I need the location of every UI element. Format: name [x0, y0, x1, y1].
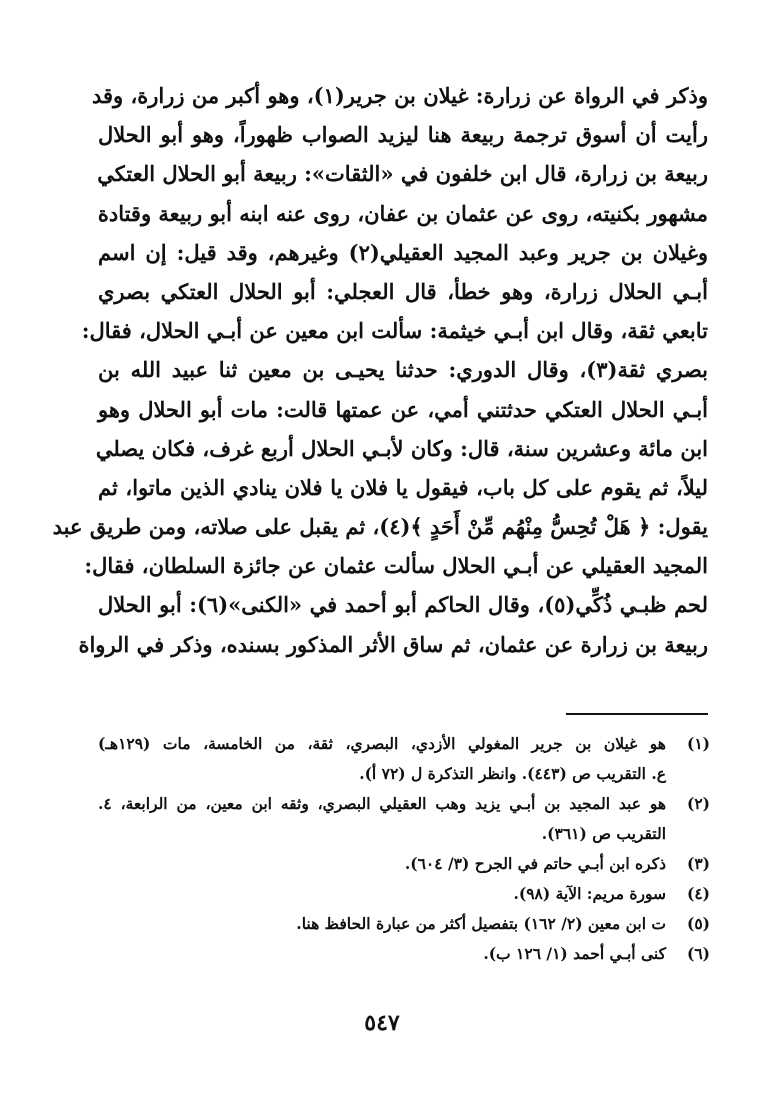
text-line: أبـي الحلال العتكي حدثتني أمي، عن عمتها قالت: مات أبو الحلال وهو	[98, 396, 708, 422]
footnote-number: (٣)	[686, 854, 710, 873]
footnote-text: هو عبد المجيد بن أبـي يزيد وهب العقيلي البصري، وثقه ابن معين، من الرابعة، ٤.	[98, 794, 666, 813]
text-line: ربيعة بن زرارة، قال ابن خلفون في «الثقات»: ربيعة أبو الحلال العتكي	[97, 161, 708, 187]
footnote-3	[98, 849, 710, 879]
footnote-4	[98, 879, 710, 909]
footnote-5	[98, 909, 710, 939]
text-line: ابن مائة وعشرين سنة، قال: وكان لأبـي الحلال أربع غرف، فكان يصلي	[95, 435, 708, 461]
footnote-continuation: التقريب ص (٣٦١).	[541, 824, 666, 843]
text-line: لحم ظبـي ذُكِّي(٥)، وقال الحاكم أبو أحمد في «الكنى»(٦): أبو الحلال	[98, 592, 708, 618]
footnote-text: ت ابن معين (٢/ ١٦٢) بتفصيل أكثر من عبارة الحافظ هنا.	[296, 914, 666, 933]
footnote-text: ذكره ابن أبـي حاتم في الجرح (٣/ ٦٠٤).	[404, 854, 666, 873]
footnote-number: (٤)	[686, 884, 710, 903]
text-line: أبـي الحلال زرارة، وهو خطأ، قال العجلي: أبو الحلال العتكي بصري	[98, 278, 708, 304]
footnote-text: هو غيلان بن جرير المغولي الأزدي، البصري، ثقة، من الخامسة، مات (١٢٩هـ)	[98, 734, 666, 753]
footnote-number: (٢)	[686, 794, 710, 813]
text-line: ليلاً، ثم يقوم على كل باب، فيقول يا فلان يا فلان ينادي الذين ماتوا، ثم	[98, 474, 708, 500]
footnote-text: كنى أبـي أحمد (١/ ١٢٦ ب).	[483, 944, 666, 963]
text-line: وذكر في الرواة عن زرارة: غيلان بن جرير(١)، وهو أكبر من زرارة، وقد	[91, 83, 708, 108]
text-line: وغيلان بن جرير وعبد المجيد العقيلي(٢) وغيرهم، وقد قيل: إن اسم	[98, 239, 708, 265]
footnote-2	[98, 789, 710, 849]
text-line: المجيد العقيلي عن أبـي الحلال سألت عثمان عن جائزة السلطان، فقال:	[84, 553, 708, 579]
footnotes	[98, 729, 710, 969]
footnote-1	[98, 729, 710, 789]
text-line: يقول: ﴿ هَلْ تُحِسُّ مِنْهُم مِّنْ أَحَدٍ ﴾(٤)، ثم يقبل على صلاته، ومن طريق عبد	[52, 514, 708, 540]
footnote-number: (١)	[686, 734, 710, 753]
footnote-continuation: ع. التقريب ص (٤٤٣). وانظر التذكرة ل (٧٢ أ).	[359, 764, 666, 783]
footnote-text: سورة مريم: الآية (٩٨).	[513, 884, 666, 903]
text-line: ربيعة بن زرارة عن عثمان، ثم ساق الأثر المذكور بسنده، وذكر في الرواة	[78, 631, 708, 657]
main-text-body	[52, 76, 708, 664]
footnote-separator	[566, 713, 708, 715]
footnote-number: (٥)	[686, 914, 710, 933]
page-number: ٥٤٧	[364, 1010, 400, 1036]
text-line: مشهور بكنيته، روى عن عثمان بن عفان، روى عنه ابنه أبو ربيعة وقتادة	[97, 200, 708, 226]
text-line: رأيت أن أسوق ترجمة ربيعة هنا ليزيد الصواب ظهوراً، وهو أبو الحلال	[98, 122, 708, 148]
text-line: تابعي ثقة، وقال ابن أبـي خيثمة: سألت ابن معين عن أبـي الحلال، فقال:	[81, 318, 708, 344]
footnote-number: (٦)	[686, 944, 710, 963]
footnote-6	[98, 939, 710, 969]
text-line: بصري ثقة(٣)، وقال الدوري: حدثنا يحيـى بن معين ثنا عبيد الله بن	[98, 357, 708, 383]
